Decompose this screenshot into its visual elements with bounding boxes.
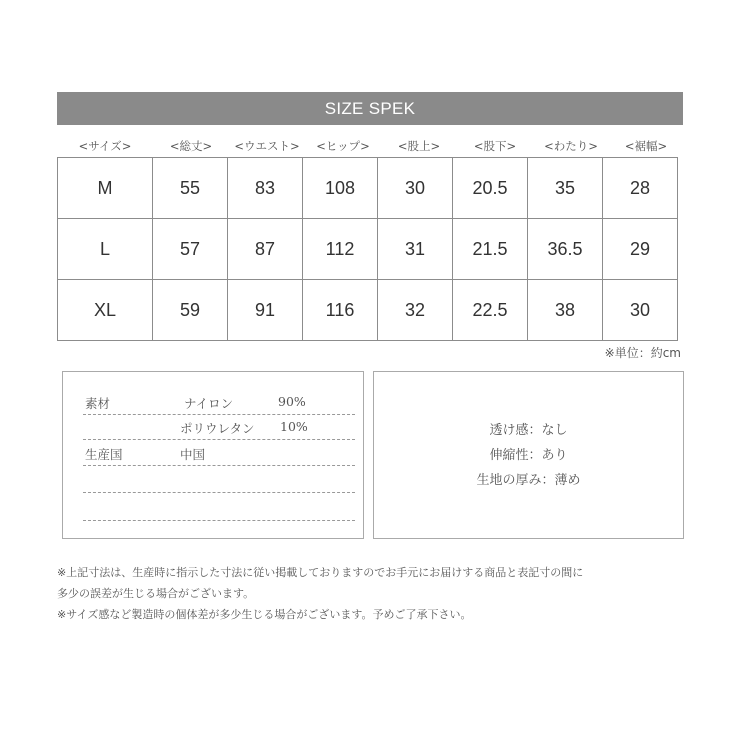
unit-note: ※単位：約cm bbox=[604, 346, 681, 360]
size-label: L bbox=[58, 219, 153, 280]
table-cell: 31 bbox=[378, 219, 453, 280]
empty-row bbox=[83, 470, 355, 493]
table-cell: 22.5 bbox=[453, 280, 528, 341]
table-cell: 28 bbox=[603, 158, 678, 219]
material-box bbox=[62, 371, 364, 539]
header-rise: <股上> bbox=[397, 139, 441, 153]
table-cell: 55 bbox=[153, 158, 228, 219]
header-inseam: <股下> bbox=[473, 139, 517, 153]
origin-value: 中国 bbox=[180, 447, 206, 462]
header-total-length: <総丈> bbox=[169, 139, 213, 153]
size-spec-title: SIZE SPEK bbox=[57, 92, 683, 125]
table-cell: 21.5 bbox=[453, 219, 528, 280]
table-cell: 91 bbox=[228, 280, 303, 341]
table-cell: 57 bbox=[153, 219, 228, 280]
disclaimer bbox=[57, 562, 697, 625]
size-label: M bbox=[58, 158, 153, 219]
table-cell: 38 bbox=[528, 280, 603, 341]
table-cell: 29 bbox=[603, 219, 678, 280]
material-row bbox=[83, 392, 355, 415]
table-cell: 36.5 bbox=[528, 219, 603, 280]
transparency-text: 透け感：なし bbox=[489, 422, 568, 438]
disclaimer-line: ※サイズ感など製造時の個体差が多少生じる場合がございます。予めご了承下さい。 bbox=[57, 608, 472, 621]
header-size: <サイズ> bbox=[78, 139, 132, 153]
table-cell: 35 bbox=[528, 158, 603, 219]
header-waist: <ウエスト> bbox=[234, 139, 300, 153]
thickness-text: 生地の厚み：薄め bbox=[476, 472, 581, 488]
table-cell: 87 bbox=[228, 219, 303, 280]
material-row bbox=[83, 417, 355, 440]
stretch-text: 伸縮性：あり bbox=[489, 447, 568, 463]
table-cell: 83 bbox=[228, 158, 303, 219]
size-table bbox=[57, 157, 678, 341]
material-name: ポリウレタン bbox=[180, 421, 255, 436]
texture-box bbox=[373, 371, 684, 539]
table-cell: 30 bbox=[378, 158, 453, 219]
material-percent: 10% bbox=[280, 419, 308, 434]
header-hip: <ヒップ> bbox=[316, 139, 370, 153]
table-cell: 108 bbox=[303, 158, 378, 219]
origin-label: 生産国 bbox=[85, 447, 123, 462]
table-row bbox=[58, 219, 678, 280]
material-label: 素材 bbox=[85, 396, 111, 411]
table-cell: 30 bbox=[603, 280, 678, 341]
table-row bbox=[58, 158, 678, 219]
origin-row bbox=[83, 443, 355, 466]
header-hem-width: <裾幅> bbox=[624, 139, 668, 153]
column-headers bbox=[57, 138, 683, 154]
material-name: ナイロン bbox=[184, 396, 234, 411]
table-cell: 59 bbox=[153, 280, 228, 341]
header-thigh: <わたり> bbox=[544, 139, 598, 153]
table-cell: 112 bbox=[303, 219, 378, 280]
disclaimer-line: 多少の誤差が生じる場合がございます。 bbox=[57, 587, 255, 600]
table-cell: 116 bbox=[303, 280, 378, 341]
size-label: XL bbox=[58, 280, 153, 341]
table-cell: 32 bbox=[378, 280, 453, 341]
table-row bbox=[58, 280, 678, 341]
table-cell: 20.5 bbox=[453, 158, 528, 219]
disclaimer-line: ※上記寸法は、生産時に指示した寸法に従い掲載しておりますのでお手元にお届けする商品と表記寸の間に bbox=[57, 566, 584, 579]
material-percent: 90% bbox=[278, 394, 306, 409]
empty-row bbox=[83, 498, 355, 521]
